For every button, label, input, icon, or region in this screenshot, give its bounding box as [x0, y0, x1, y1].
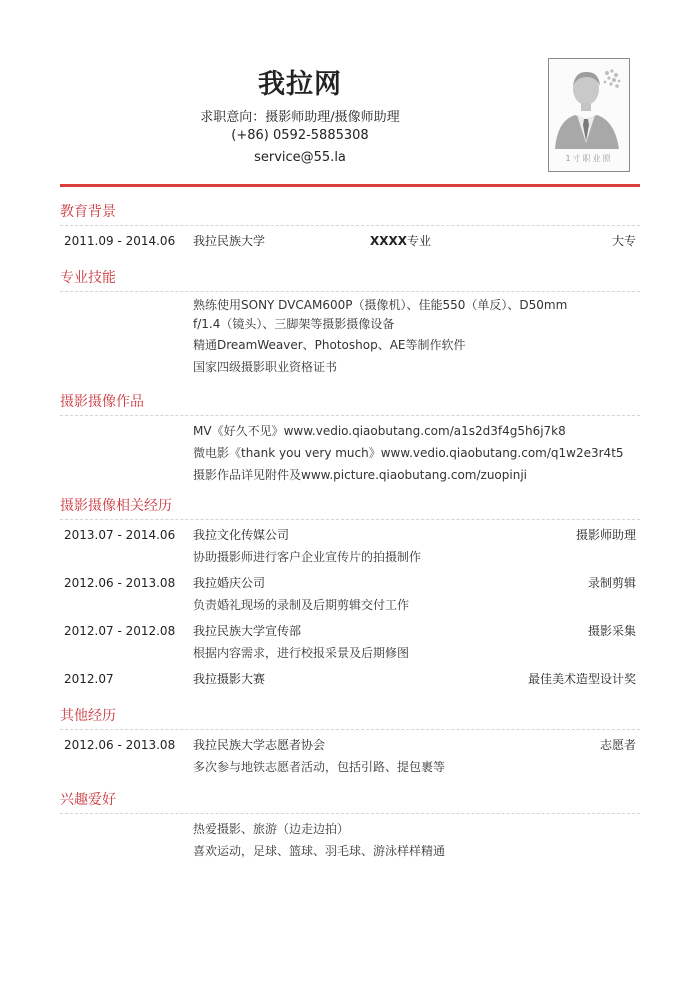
entry-date: 2013.07 - 2014.06 — [64, 528, 176, 542]
experience-section — [60, 496, 640, 690]
section-title: 其他经历 — [60, 708, 116, 724]
experience-row — [60, 524, 640, 546]
section-title: 专业技能 — [60, 270, 116, 286]
experience-row — [60, 572, 640, 594]
work-item[interactable]: MV《好久不见》www.vedio.qiaobutang.com/a1s2d3f4g5h6j7k8 — [193, 424, 566, 438]
education-section — [60, 202, 640, 252]
photo-caption: 1寸职业照 — [565, 154, 613, 163]
email-address[interactable]: service@55.la — [254, 150, 346, 165]
organization: 我拉民族大学宣传部 — [193, 624, 302, 638]
experience-row — [60, 668, 640, 690]
experience-row — [60, 734, 640, 756]
experience-row — [60, 620, 640, 642]
degree: 大专 — [611, 234, 636, 248]
section-title: 摄影摄像作品 — [60, 394, 144, 410]
profile-photo — [548, 58, 630, 172]
major-name: XXXX — [370, 234, 408, 248]
entry-date: 2012.07 — [64, 672, 114, 686]
role: 摄影采集 — [587, 624, 636, 638]
hobbies-section — [60, 790, 640, 862]
organization: 我拉文化传媒公司 — [193, 528, 290, 542]
organization: 我拉摄影大赛 — [193, 672, 266, 686]
other-experience-section — [60, 706, 640, 778]
skill-item: 国家四级摄影职业资格证书 — [193, 360, 338, 374]
skills-section — [60, 268, 640, 378]
entry-description: 协助摄影师进行客户企业宣传片的拍摄制作 — [193, 550, 422, 564]
hobby-item: 喜欢运动，足球、篮球、羽毛球、游泳样样精通 — [193, 844, 446, 858]
phone-number: (+86) 0592-5885308 — [231, 128, 369, 143]
header-divider — [60, 184, 640, 187]
resume-header — [0, 0, 700, 200]
section-title: 教育背景 — [60, 204, 116, 220]
role: 最佳美术造型设计奖 — [527, 672, 636, 686]
organization: 我拉婚庆公司 — [193, 576, 266, 590]
major-suffix: 专业 — [407, 234, 432, 248]
skill-item: 精通DreamWeaver、Photoshop、AE等制作软件 — [193, 338, 466, 352]
entry-description: 根据内容需求，进行校报采景及后期修图 — [193, 646, 410, 660]
works-section — [60, 392, 640, 486]
skill-item: 熟练使用SONY DVCAM600P（摄像机）、佳能550（单反）、D50mm f/1.4（镜头）、三脚架等摄影摄像设备 — [193, 298, 568, 331]
major — [370, 230, 431, 252]
applicant-name: 我拉网 — [258, 69, 342, 100]
entry-date: 2011.09 - 2014.06 — [64, 234, 176, 248]
role: 志愿者 — [599, 738, 636, 752]
role: 录制剪辑 — [587, 576, 636, 590]
job-objective: 求职意向：摄影师助理/摄像师助理 — [200, 110, 400, 125]
organization: 我拉民族大学志愿者协会 — [193, 738, 326, 752]
education-row — [60, 230, 640, 252]
entry-date: 2012.06 - 2013.08 — [64, 738, 176, 752]
entry-date: 2012.06 - 2013.08 — [64, 576, 176, 590]
section-title: 兴趣爱好 — [60, 792, 116, 808]
school-name: 我拉民族大学 — [193, 234, 266, 248]
entry-description: 负责婚礼现场的录制及后期剪辑交付工作 — [193, 598, 410, 612]
role: 摄影师助理 — [575, 528, 636, 542]
work-item[interactable]: 微电影《thank you very much》www.vedio.qiaobutang.com/q1w2e3r4t5 — [193, 446, 624, 460]
entry-description: 多次参与地铁志愿者活动，包括引路、提包裹等 — [193, 760, 446, 774]
hobby-item: 热爱摄影、旅游（边走边拍） — [193, 822, 350, 836]
entry-date: 2012.07 - 2012.08 — [64, 624, 176, 638]
section-title: 摄影摄像相关经历 — [60, 498, 172, 514]
work-item[interactable]: 摄影作品详见附件及www.picture.qiaobutang.com/zuopinji — [193, 468, 527, 482]
